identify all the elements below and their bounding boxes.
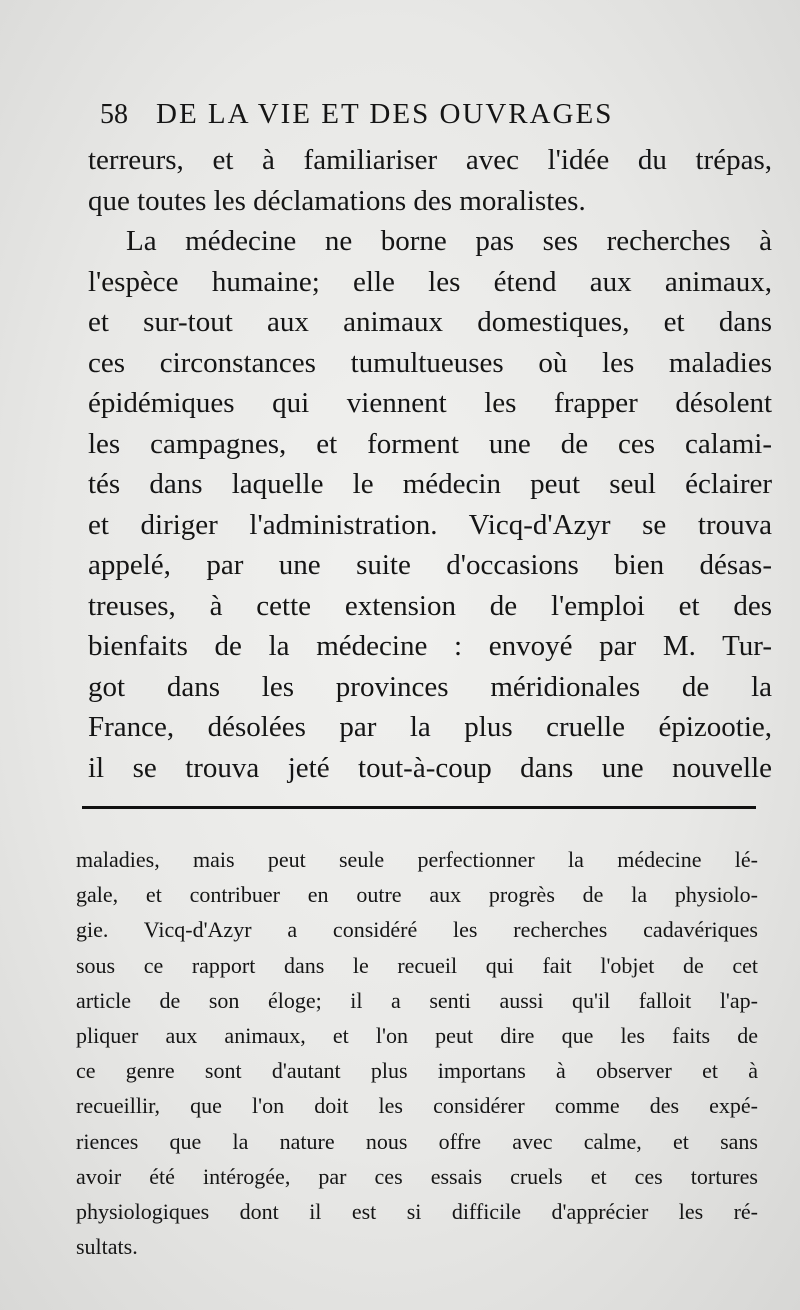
footnote-line: maladies, mais peut seule perfectionner la médecine lé- xyxy=(76,847,758,872)
page-header xyxy=(100,98,720,142)
main-line: ces circonstances tumultueuses où les maladies xyxy=(88,346,772,379)
footnote-line: article de son éloge; il a senti aussi qu'il falloit l'ap- xyxy=(76,987,758,1013)
main-line: bienfaits de la médecine : envoyé par M. Tur- xyxy=(88,630,772,662)
footnote-line: recueillir, que l'on doit les considérer comme des expé- xyxy=(76,1093,758,1119)
main-line: La médecine ne borne pas ses recherches à xyxy=(126,225,772,257)
footnote-line: avoir été intérogée, par ces essais cruels et ces tortures xyxy=(76,1163,758,1189)
main-text-block xyxy=(88,140,772,788)
footnote-line: sous ce rapport dans le recueil qui fait l'objet de cet xyxy=(76,952,758,978)
main-line: épidémiques qui viennent les frapper désolent xyxy=(88,387,772,419)
main-line: terreurs, et à familiariser avec l'idée du trépas, xyxy=(88,144,772,176)
main-line: que toutes les déclamations des moralistes. xyxy=(88,184,586,217)
footnote-line: pliquer aux animaux, et l'on peut dire que les faits de xyxy=(76,1023,758,1049)
main-line: treuses, à cette extension de l'emploi et des xyxy=(88,589,772,622)
main-line: et sur-tout aux animaux domestiques, et dans xyxy=(88,306,772,338)
main-line: appelé, par une suite d'occasions bien désas- xyxy=(88,549,772,581)
main-line: France, désolées par la plus cruelle épizootie, xyxy=(88,711,772,743)
main-line: tés dans laquelle le médecin peut seul éclairer xyxy=(88,468,772,500)
footnote-separator-rule xyxy=(82,806,756,809)
main-line: les campagnes, et forment une de ces calami- xyxy=(88,427,772,460)
main-line: l'espèce humaine; elle les étend aux animaux, xyxy=(88,265,772,298)
footnote-line: riences que la nature nous offre avec calme, et sans xyxy=(76,1128,758,1154)
footnote-line: gie. Vicq-d'Azyr a considéré les recherches cadavériques xyxy=(76,917,758,943)
footnote-line: sultats. xyxy=(76,1234,138,1260)
main-line: il se trouva jeté tout-à-coup dans une nouvelle xyxy=(88,751,772,784)
running-title: DE LA VIE ET DES OUVRAGES xyxy=(156,98,614,130)
footnote-line: ce genre sont d'autant plus importans à observer et à xyxy=(76,1058,758,1084)
page-number: 58 xyxy=(100,99,128,130)
footnote-block xyxy=(76,842,758,1264)
main-line: et diriger l'administration. Vicq-d'Azyr se trouva xyxy=(88,508,772,541)
footnote-line: physiologiques dont il est si difficile d'apprécier les ré- xyxy=(76,1199,758,1225)
footnote-line: gale, et contribuer en outre aux progrès de la physiolo- xyxy=(76,882,758,908)
main-line: got dans les provinces méridionales de la xyxy=(88,670,772,703)
